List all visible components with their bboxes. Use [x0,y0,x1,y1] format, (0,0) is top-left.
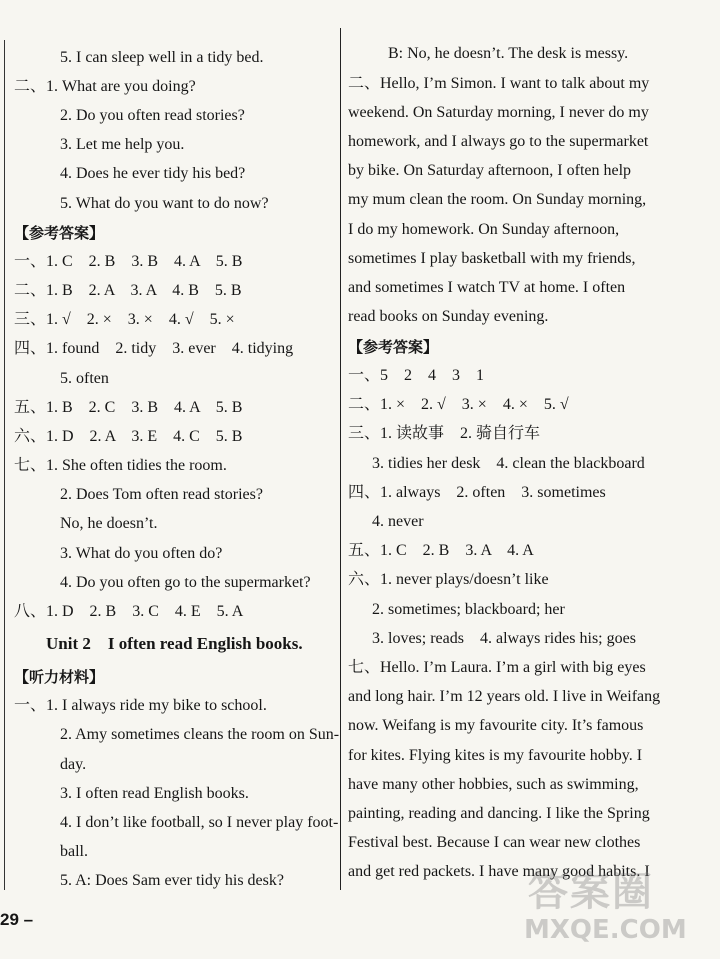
right-line-25: for kites. Flying kites is my favourite hobby. I [348,747,643,764]
right-line-4: homework, and I always go to the supermarket [348,133,649,150]
left-line-26: 3. I often read English books. [60,785,249,802]
right-line-20: 2. sometimes; blackboard; her [372,601,565,618]
left-line-24: 2. Amy sometimes cleans the room on Sun- [60,726,340,743]
listening-material-heading: 【听力材料】 [14,668,105,686]
left-line-9: 二、1. B 2. A 3. A 4. B 5. B [14,282,242,299]
left-line-11: 四、1. found 2. tidy 3. ever 4. tidying [14,340,294,357]
right-line-17: 4. never [372,513,424,530]
right-line-15: 3. tidies her desk 4. clean the blackboard [372,455,645,472]
right-line-16: 四、1. always 2. often 3. sometimes [348,484,606,501]
left-margin-rule [4,40,5,890]
right-line-26: have many other hobbies, such as swimming, [348,776,639,793]
right-line-27: painting, reading and dancing. I like the Spring [348,805,650,822]
watermark-url: MXQE.COM [524,915,687,945]
left-line-27: 4. I don’t like football, so I never play foot- [60,814,339,831]
left-line-1: 5. I can sleep well in a tidy bed. [60,49,264,66]
right-line-5: by bike. On Saturday afternoon, I often help [348,162,632,179]
right-line-7: I do my homework. On Sunday afternoon, [348,221,620,238]
right-line-2: 二、Hello, I’m Simon. I want to talk about my [348,75,650,92]
left-line-2: 二、1. What are you doing? [14,78,196,95]
left-line-25: day. [60,756,87,773]
watermark-logo: 答案圈 [528,869,654,915]
left-line-5: 4. Does he ever tidy his bed? [60,165,246,182]
left-line-19: 4. Do you often go to the supermarket? [60,574,311,591]
right-line-23: and long hair. I’m 12 years old. I live in Weifang [348,688,661,705]
left-line-8: 一、1. C 2. B 3. B 4. A 5. B [14,253,243,270]
left-line-14: 六、1. D 2. A 3. E 4. C 5. B [14,428,243,445]
right-line-28: Festival best. Because I can wear new clothes [348,834,641,851]
left-line-4: 3. Let me help you. [60,136,185,153]
left-line-12: 5. often [60,370,109,387]
left-line-20: 八、1. D 2. B 3. C 4. E 5. A [14,603,244,620]
left-line-18: 3. What do you often do? [60,545,223,562]
right-line-1: B: No, he doesn’t. The desk is messy. [388,45,629,62]
answer-key-heading-right: 【参考答案】 [348,338,439,356]
left-line-29: 5. A: Does Sam ever tidy his desk? [60,872,284,889]
answer-key-heading: 【参考答案】 [14,224,105,242]
right-line-6: my mum clean the room. On Sunday morning, [348,191,647,208]
right-line-21: 3. loves; reads 4. always rides his; goes [372,630,636,647]
left-line-10: 三、1. √ 2. × 3. × 4. √ 5. × [14,311,235,328]
right-line-9: and sometimes I watch TV at home. I often [348,279,626,296]
right-line-8: sometimes I play basketball with my friends, [348,250,636,267]
right-line-22: 七、Hello. I’m Laura. I’m a girl with big eyes [348,659,646,676]
right-line-13: 二、1. × 2. √ 3. × 4. × 5. √ [348,396,569,413]
left-line-3: 2. Do you often read stories? [60,107,245,124]
left-line-28: ball. [60,843,88,860]
left-line-23: 一、1. I always ride my bike to school. [14,697,267,714]
right-line-29: and get red packets. I have many good habits. I [348,863,650,880]
right-line-3: weekend. On Saturday morning, I never do my [348,104,649,121]
left-line-16: 2. Does Tom often read stories? [60,486,263,503]
page-number: 29 – [0,910,34,929]
right-line-10: read books on Sunday evening. [348,308,549,325]
right-line-24: now. Weifang is my favourite city. It’s famous [348,717,644,734]
left-line-17: No, he doesn’t. [60,515,158,532]
column-divider [340,28,341,890]
right-line-18: 五、1. C 2. B 3. A 4. A [348,542,534,559]
unit-title: Unit 2 I often read English books. [46,634,303,653]
right-line-19: 六、1. never plays/doesn’t like [348,571,549,588]
left-line-6: 5. What do you want to do now? [60,195,269,212]
left-line-15: 七、1. She often tidies the room. [14,457,227,474]
right-line-12: 一、5 2 4 3 1 [348,367,485,384]
left-line-13: 五、1. B 2. C 3. B 4. A 5. B [14,399,243,416]
right-line-14: 三、1. 读故事 2. 骑自行车 [348,425,541,442]
